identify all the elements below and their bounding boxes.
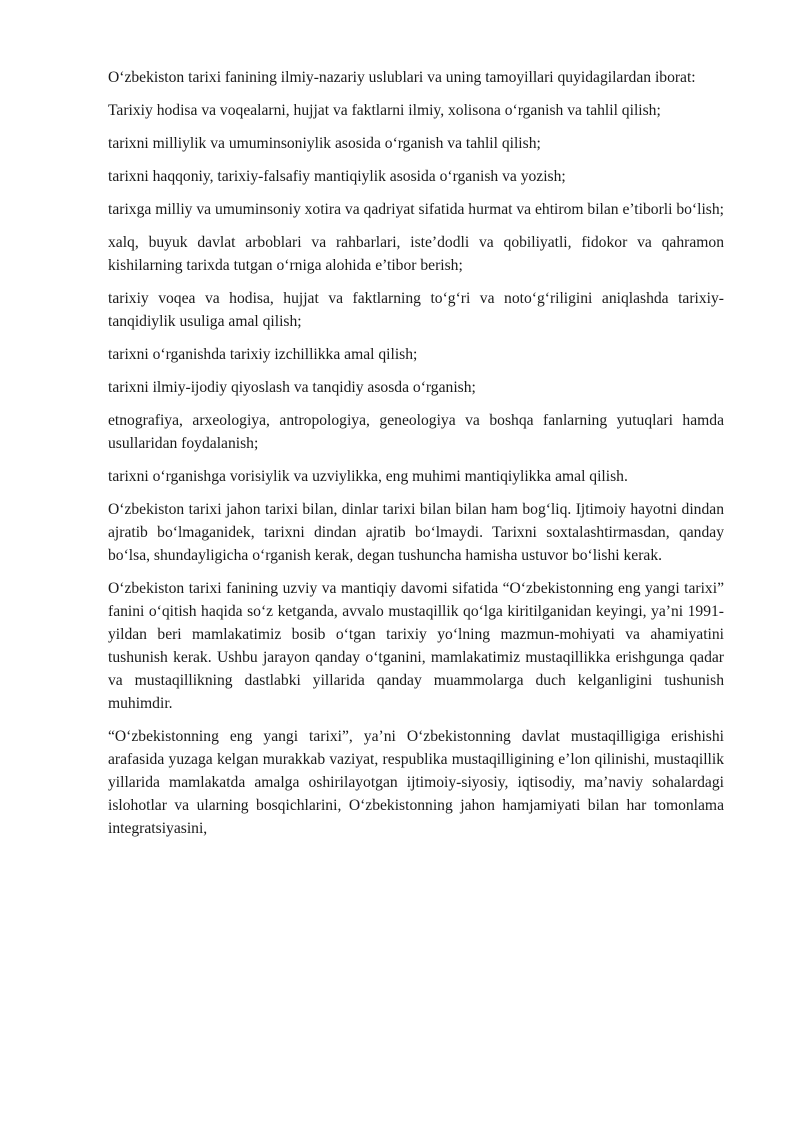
principle-item: tarixni o‘rganishda tarixiy izchillikka amal qilish; <box>108 346 418 363</box>
principle-item: Tarixiy hodisa va voqealarni, hujjat va faktlarni ilmiy, xolisona o‘rganish va tahlil qilish; <box>108 102 661 119</box>
principle-item: etnografiya, arxeologiya, antropologiya, geneologiya va boshqa fanlarning yutuqlari hamda usullaridan foydalanish; <box>108 412 724 452</box>
body-paragraph: O‘zbekiston tarixi fanining uzviy va mantiqiy davomi sifatida “O‘zbekistonning eng yangi tarixi” fanini o‘qitish haqida so‘z ketganda, avvalo mustaqillik qo‘lga kiritilganidan keyingi, ya’ni 1991-yildan beri mamlakatimiz bosib o‘tgan tarixiy yo‘lning mazmun-mohiyati va ahamiyatini tushunish kerak. Ushbu jarayon qanday o‘tganini, mamlakatimiz mustaqillikka erishgunga qadar va mustaqillikning dastlabki yillarida qanday muammolarga duch kelganligini tushunish muhimdir. <box>108 580 724 712</box>
document-page <box>108 66 724 840</box>
intro-paragraph: O‘zbekiston tarixi fanining ilmiy-nazariy uslublari va uning tamoyillari quyidagilardan iborat: <box>108 69 696 86</box>
body-paragraph: “O‘zbekistonning eng yangi tarixi”, ya’ni O‘zbekistonning davlat mustaqilligiga erishishi arafasida yuzaga kelgan murakkab vaziyat, respublika mustaqilligining e’lon qilinishi, mustaqillik yillarida mamlakatda amalga oshirilayotgan ijtimoiy-siyosiy, iqtisodiy, ma’naviy sohalardagi islohotlar va ularning bosqichlarini, O‘zbekistonning jahon hamjamiyati bilan har tomonlama integratsiyasini, <box>108 728 724 837</box>
principle-item: tarixni o‘rganishga vorisiylik va uzviylikka, eng muhimi mantiqiylikka amal qilish. <box>108 468 628 485</box>
body-paragraph: O‘zbekiston tarixi jahon tarixi bilan, dinlar tarixi bilan bilan ham bog‘liq. Ijtimoiy hayotni dindan ajratib bo‘lmaganidek, tarixni dindan ajratib bo‘lmaydi. Tarixni soxtalashtirmasdan, qanday bo‘lsa, shundayligicha o‘rganish kerak, degan tushuncha hamisha ustuvor bo‘lishi kerak. <box>108 501 724 564</box>
principle-item: tarixni ilmiy-ijodiy qiyoslash va tanqidiy asosda o‘rganish; <box>108 379 476 396</box>
principle-item: tarixni milliylik va umuminsoniylik asosida o‘rganish va tahlil qilish; <box>108 135 541 152</box>
principle-item: tarixni haqqoniy, tarixiy-falsafiy mantiqiylik asosida o‘rganish va yozish; <box>108 168 566 185</box>
principle-item: tarixiy voqea va hodisa, hujjat va faktlarning to‘g‘ri va noto‘g‘riligini aniqlashda tarixiy-tanqidiylik usuliga amal qilish; <box>108 290 724 330</box>
principle-item: xalq, buyuk davlat arboblari va rahbarlari, iste’dodli va qobiliyatli, fidokor va qahramon kishilarning tarixda tutgan o‘rniga alohida e’tibor berish; <box>108 234 724 274</box>
principle-item: tarixga milliy va umuminsoniy xotira va qadriyat sifatida hurmat va ehtirom bilan e’tiborli bo‘lish; <box>108 201 724 218</box>
